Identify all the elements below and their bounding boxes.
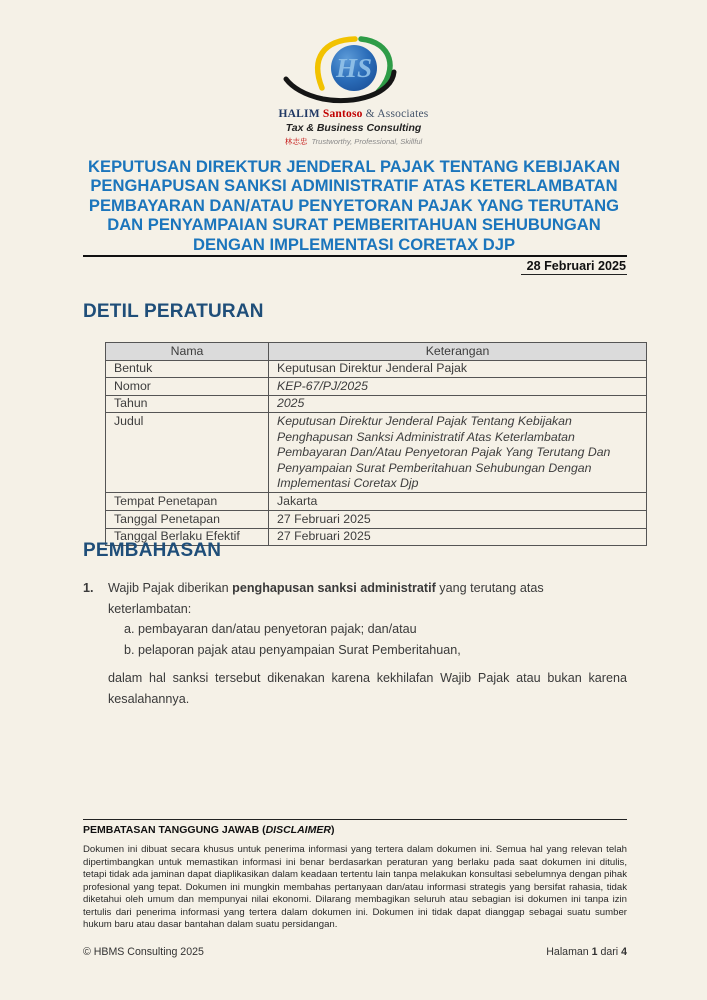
row-value: 27 Februari 2025 (269, 511, 647, 529)
row-label: Tahun (106, 395, 269, 413)
table-row (106, 360, 647, 378)
brand-halim: HALIM (278, 108, 320, 120)
brand-associates: & Associates (362, 108, 429, 120)
item-number: 1. (83, 581, 94, 595)
brand-motto (0, 136, 707, 147)
disclaimer-heading-close: ) (330, 824, 335, 836)
brand-santoso: Santoso (322, 108, 363, 120)
disclaimer-heading-italic: DISCLAIMER (265, 824, 331, 836)
brand-name (0, 108, 707, 121)
item-text-bold: penghapusan sanksi administratif (232, 581, 436, 595)
regulation-detail-table (105, 342, 647, 546)
sub-item-label: b. (124, 642, 135, 657)
logo-monogram: HS (335, 53, 372, 83)
table-row (106, 493, 647, 511)
section-heading-detil-peraturan: DETIL PERATURAN (83, 301, 264, 322)
column-header-nama: Nama (106, 343, 269, 361)
brand-motto-text: Trustworthy, Professional, Skillful (311, 137, 423, 146)
row-label: Bentuk (106, 360, 269, 378)
section-heading-pembahasan: PEMBAHASAN (83, 540, 222, 561)
footer-copyright: © HBMS Consulting 2025 (83, 946, 204, 958)
item-closing-paragraph: dalam hal sanksi tersebut dikenakan karena kekhilafan Wajib Pajak atau bukan karena kesalahannya. (108, 671, 627, 706)
item-text-before: Wajib Pajak diberikan (108, 581, 233, 595)
company-logo (0, 32, 707, 147)
sub-item-text: pembayaran dan/atau penyetoran pajak; dan/atau (138, 622, 417, 636)
row-label: Tanggal Penetapan (106, 511, 269, 529)
sub-item-b (124, 640, 627, 661)
disclaimer-body: Dokumen ini dibuat secara khusus untuk penerima informasi yang tertera dalam dokumen ini. Semua hal yang relevan telah dipertimbangkan untuk memastikan informasi ini benar berdasarkan peraturan yang berlaku pada saat dokumen ini ditulis, tetapi tidak ada jaminan dapat diaplikasikan dalam keadaan tertentu lain tanpa melakukan konsultasi sebelumnya dengan pihak profesional yang tepat. Dokumen ini mungkin membahas pertanyaan dan/atau informasi strategis yang bersifat rahasia, tidak diketahui oleh umum dan mempunyai nilai ekonomi. Dilarang membagikan seluruh atau sebagian isi dokumen ini tanpa izin tertulis dari penerima informasi yang tertera dalam dokumen ini. Dokumen ini tidak dapat dianggap sebagai suatu sumber hukum baru atau dasar bantahan dalam suatu persidangan. (83, 844, 627, 930)
footer-page-indicator (546, 946, 627, 958)
title-divider (83, 255, 627, 275)
numbered-item-1 (83, 578, 627, 619)
page-footer (83, 946, 627, 958)
item-text (108, 578, 627, 619)
table-row (106, 413, 647, 493)
disclaimer-block (83, 819, 627, 932)
sub-item-text: pelaporan pajak atau penyampaian Surat Pemberitahuan, (138, 642, 461, 657)
table-row (106, 395, 647, 413)
sub-item-a (124, 619, 627, 640)
discussion-content (83, 578, 627, 709)
brand-chinese-name: 林志忠 (284, 137, 308, 146)
item-text-after: yang terutang atas keterlambatan: (108, 581, 544, 616)
row-value: 27 Februari 2025 (269, 528, 647, 546)
row-label: Nomor (106, 378, 269, 396)
disclaimer-heading-open: PEMBATASAN TANGGUNG JAWAB ( (83, 824, 266, 836)
row-value: Jakarta (269, 493, 647, 511)
footer-page-total: 4 (621, 946, 627, 958)
row-value: KEP-67/PJ/2025 (269, 378, 647, 396)
footer-page-of: dari (597, 946, 622, 958)
table-row (106, 511, 647, 529)
table-row (106, 378, 647, 396)
row-value: Keputusan Direktur Jenderal Pajak (269, 360, 647, 378)
row-label: Tanggal Berlaku Efektif (106, 528, 269, 546)
row-value: 2025 (269, 395, 647, 413)
hs-globe-logo-icon (275, 32, 433, 108)
row-label: Judul (106, 413, 269, 493)
footer-page-number: 1 (591, 946, 598, 958)
document-date: 28 Februari 2025 (521, 259, 627, 275)
brand-tagline: Tax & Business Consulting (285, 122, 422, 134)
column-header-keterangan: Keterangan (269, 343, 647, 361)
footer-page-label: Halaman (546, 946, 592, 958)
document-title: KEPUTUSAN DIREKTUR JENDERAL PAJAK TENTANG KEBIJAKAN PENGHAPUSAN SANKSI ADMINISTRATIF ATAS KETERLAMBATAN PEMBAYARAN DAN/ATAU PENYETORAN PAJAK YANG TERUTANG DAN PENYAMPAIAN SURAT PEMBERITAHUAN SEHUBUNGAN DENGAN IMPLEMENTASI CORETAX DJP (88, 157, 620, 254)
table-header-row (106, 343, 647, 361)
disclaimer-heading (83, 824, 627, 836)
row-value: Keputusan Direktur Jenderal Pajak Tentang Kebijakan Penghapusan Sanksi Administratif Atas Keterlambatan Pembayaran Dan/Atau Penyetoran Pajak Yang Terutang Dan Penyampaian Surat Pemberitahuan Sehubungan Dengan Implementasi Coretax Djp (269, 413, 647, 493)
row-label: Tempat Penetapan (106, 493, 269, 511)
sub-item-label: a. (124, 622, 135, 636)
